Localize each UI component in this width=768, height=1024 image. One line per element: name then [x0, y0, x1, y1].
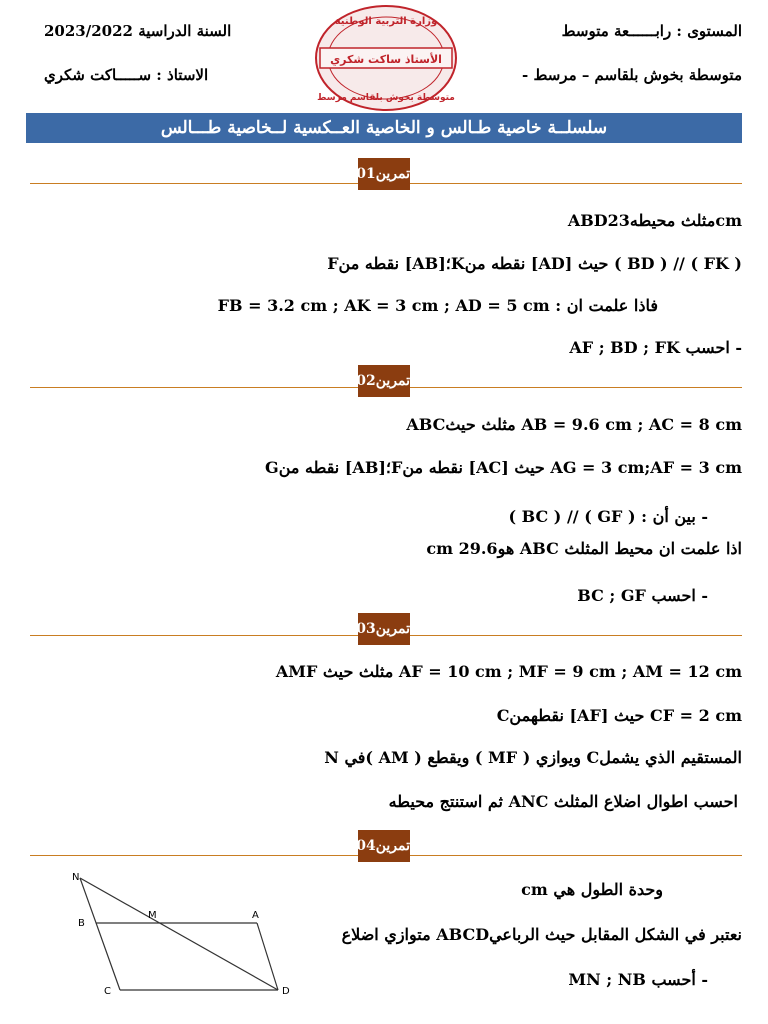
exercise-2-line-3: - بين أن : ( GF ) // ( BC )	[508, 507, 708, 526]
point-m-label: M	[148, 910, 157, 921]
exercise-3-line-4: احسب اطوال اضلاع المثلث ANC ثم استنتج محيطه	[388, 792, 738, 811]
exercise-3-line-2: Cنقطهمن [AF] حيث CF = 2 cm	[496, 706, 742, 725]
stamp-top-text: وزارة التربية الوطنية	[334, 16, 438, 27]
series-title: سلسلــة خاصية طـالس و الخاصية العــكسية لــخاصية طـــالس	[26, 113, 742, 143]
exercise-1-tag: تمرين01	[358, 158, 410, 190]
segment-nd	[80, 878, 278, 990]
exercise-3-line-3: المستقيم الذي يشملC ويوازي ( MF ) ويقطع ( AM )في N	[324, 748, 742, 767]
exercise-2-line-1: ABCمثلث حيث AB = 9.6 cm ; AC = 8 cm	[406, 415, 742, 434]
exercise-1-line-3: فاذا علمت ان : FB = 3.2 cm ; AK = 3 cm ; AD = 5 cm	[217, 296, 658, 315]
school-stamp	[312, 2, 460, 112]
teacher-label: الاستاذ : ســـــاكت شكري	[44, 66, 209, 84]
year-label: السنة الدراسية 2023/2022	[44, 22, 232, 40]
parallelogram-figure	[62, 866, 302, 998]
point-d-label: D	[282, 986, 290, 997]
segment-nc	[80, 878, 120, 990]
level-label: المستوى : رابــــــعة متوسط	[561, 22, 742, 40]
exercise-1-line-1: ABDمثلث محيطه23cm	[567, 211, 742, 230]
point-c-label: C	[104, 986, 111, 997]
exercise-2-line-4: اذا علمت ان محيط المثلث ABC هو29.6 cm	[426, 539, 742, 558]
exercise-2-tag: تمرين02	[358, 365, 410, 397]
stamp-bottom-text: متوسطة بخوش بلقاسم مرسط	[317, 93, 455, 103]
exercise-3-line-1: AMF مثلث حيث AF = 10 cm ; MF = 9 cm ; AM = 12 cm	[275, 662, 742, 681]
school-label: متوسطة بخوش بلقاسم – مرسط -	[522, 66, 742, 84]
point-b-label: B	[78, 918, 85, 929]
exercise-2-line-5: - احسب BC ; GF	[577, 586, 708, 605]
exercise-1-line-4: - احسب AF ; BD ; FK	[569, 338, 742, 357]
exercise-4-line-1: وحدة الطول هي cm	[521, 880, 663, 899]
exercise-1-line-2: Fنقطه من [AB]؛Kنقطه من [AD] حيث ( BD ) // ( FK )	[327, 254, 742, 273]
exercise-3-tag: تمرين03	[358, 613, 410, 645]
point-n-label: N	[72, 872, 80, 883]
exercise-4-line-3: - أحسب MN ; NB	[568, 970, 708, 989]
stamp-middle-text: الأستاذ ساكت شكري	[330, 53, 442, 66]
exercise-2-line-2: Gنقطه من [AB]؛Fنقطه من [AC] حيث AG = 3 cm;AF = 3 cm	[265, 458, 742, 477]
exercise-4-tag: تمرين04	[358, 830, 410, 862]
point-a-label: A	[252, 910, 259, 921]
exercise-4-line-2: نعتبر في الشكل المقابل حيث الرباعيABCD متوازي اضلاع	[341, 925, 742, 944]
